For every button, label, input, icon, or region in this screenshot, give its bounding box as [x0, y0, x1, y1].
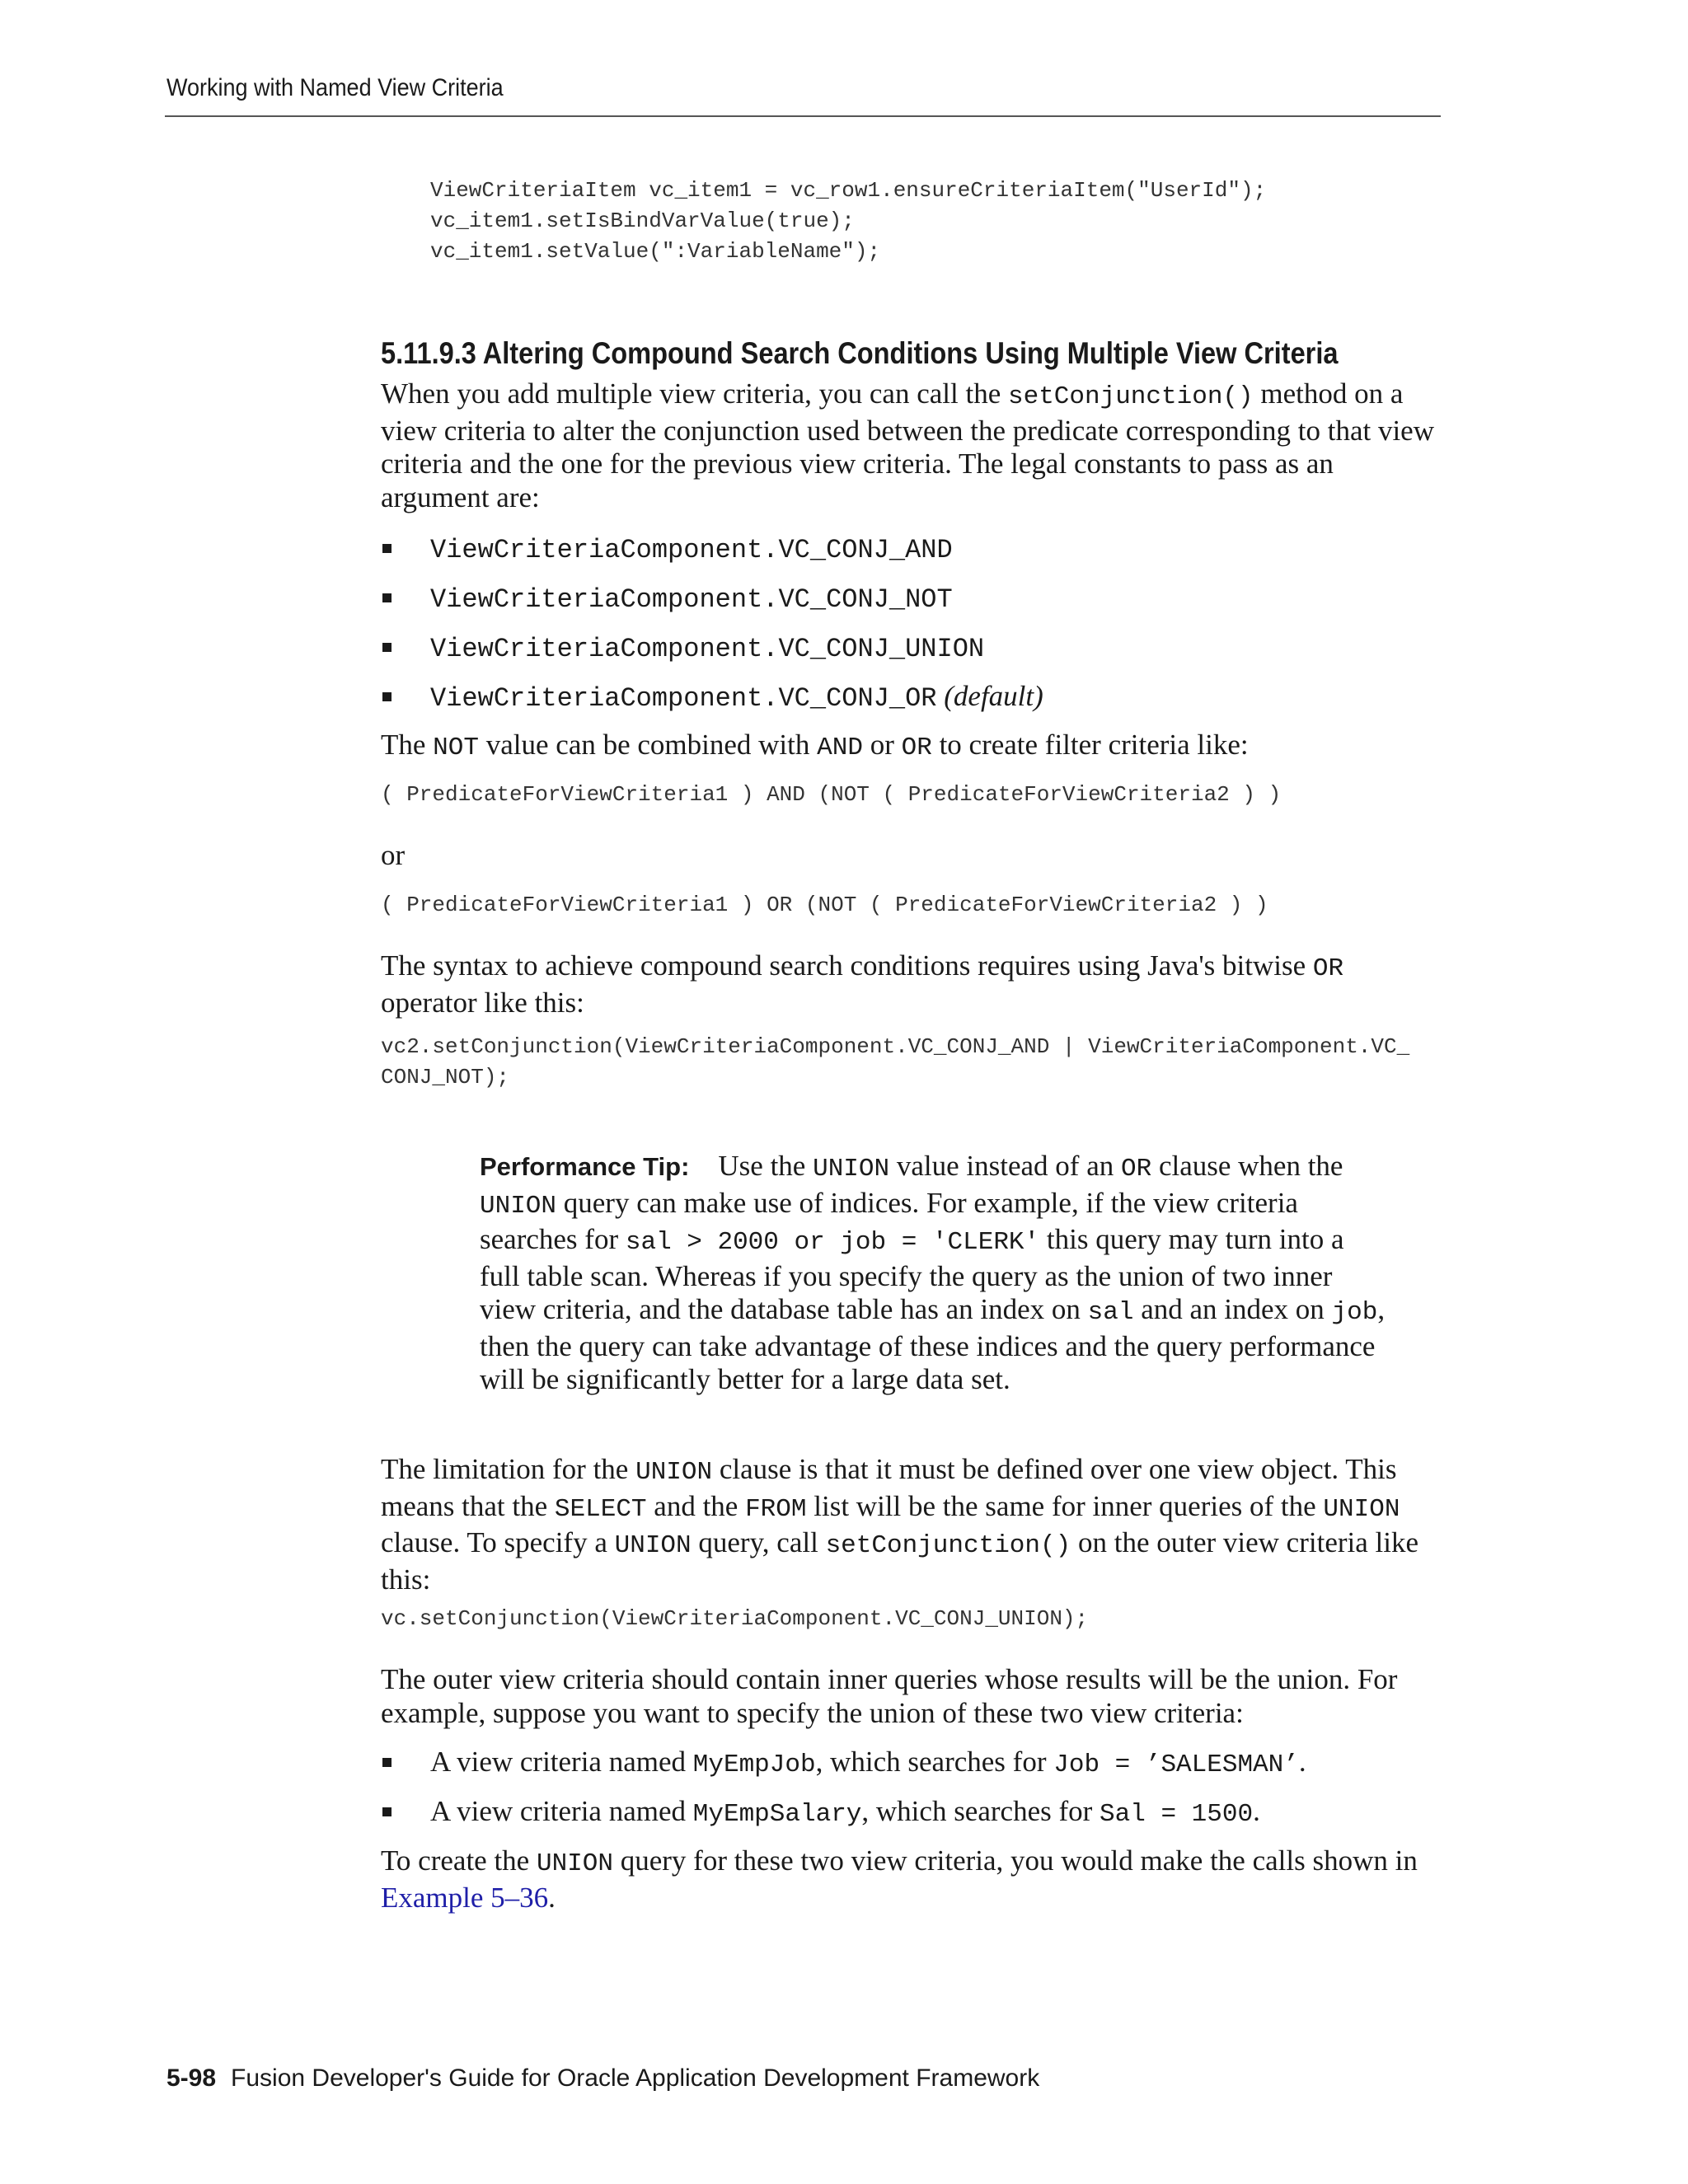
- list-item: [381, 532, 1444, 565]
- performance-tip: Performance Tip: Use the UNION value instead of an OR clause when the UNION query can make use of indices. For example, if the view criteria searches for sal > 2000 or job = 'CLERK' this query may turn into a full table scan. Whereas if you specify the query as the union of two inner view criteria, and the database table has an index on sal and an index on job, then the query can take advantage of these indices and the query performance will be significantly better for a large data set.: [480, 1150, 1386, 1395]
- not-paragraph: The NOT value can be combined with AND or OR to create filter criteria like:: [381, 729, 1249, 762]
- limitation-paragraph: The limitation for the UNION clause is that it must be defined over one view object. This means that the SELECT and the FROM list will be the same for inner queries of the UNION clause. To specify a UNION query, call setConjunction() on the outer view criteria like this:: [381, 1453, 1418, 1596]
- bullet-marker: [382, 1807, 392, 1816]
- code-and-not: ( PredicateForViewCriteria1 ) AND (NOT ( PredicateForViewCriteria2 ) ): [381, 782, 1282, 807]
- syntax-paragraph: The syntax to achieve compound search conditions requires using Java's bitwise OR operator like this:: [381, 949, 1344, 1019]
- running-header: Working with Named View Criteria: [166, 74, 504, 101]
- bullet-marker: [382, 544, 392, 553]
- tip-label: Performance Tip:: [480, 1152, 690, 1181]
- closing-paragraph: To create the UNION query for these two view criteria, you would make the calls shown in Example 5–36.: [381, 1844, 1418, 1914]
- code-block-criteria-item: ViewCriteriaItem vc_item1 = vc_row1.ensureCriteriaItem("UserId"); vc_item1.setIsBindVarValue(true); vc_item1.setValue(":VariableName");: [430, 178, 1267, 264]
- list-item: A view criteria named MyEmpSalary, which searches for Sal = 1500.: [381, 1795, 1444, 1828]
- list-item: [381, 680, 1444, 713]
- outer-criteria-paragraph: The outer view criteria should contain inner queries whose results will be the union. For example, suppose you want to specify the union of these two view criteria:: [381, 1663, 1398, 1729]
- code-or-not: ( PredicateForViewCriteria1 ) OR (NOT ( PredicateForViewCriteria2 ) ): [381, 893, 1268, 917]
- book-title: Fusion Developer's Guide for Oracle Application Development Framework: [231, 2064, 1040, 2092]
- page-number: 5-98: [166, 2064, 217, 2092]
- list-item: A view criteria named MyEmpJob, which searches for Job = ’SALESMAN’.: [381, 1746, 1444, 1779]
- example-link[interactable]: Example 5–36: [381, 1881, 549, 1914]
- constant-name: ViewCriteriaComponent.VC_CONJ_AND: [430, 535, 953, 565]
- header-rule: [165, 115, 1441, 117]
- intro-paragraph: When you add multiple view criteria, you can call the setConjunction() method on a view criteria to alter the conjunction used between the predicate corresponding to that view criteria and the one for the previous view criteria. The legal constants to pass as an argument are:: [381, 377, 1434, 513]
- bullet-marker: [382, 593, 392, 602]
- constant-name: ViewCriteriaComponent.VC_CONJ_NOT: [430, 584, 953, 615]
- code-bitwise: vc2.setConjunction(ViewCriteriaComponent.VC_CONJ_AND | ViewCriteriaComponent.VC_ CONJ_NOT);: [381, 1034, 1410, 1090]
- code-union: vc.setConjunction(ViewCriteriaComponent.VC_CONJ_UNION);: [381, 1606, 1089, 1631]
- page-footer: [166, 2064, 1039, 2093]
- list-item: [381, 630, 1444, 663]
- list-item: [381, 581, 1444, 614]
- default-note: (default): [944, 680, 1043, 712]
- bullet-marker: [382, 692, 392, 701]
- constant-name: ViewCriteriaComponent.VC_CONJ_OR: [430, 683, 937, 714]
- bullet-marker: [382, 643, 392, 652]
- section-heading: 5.11.9.3 Altering Compound Search Conditions Using Multiple View Criteria: [381, 336, 1339, 370]
- or-paragraph: or: [381, 839, 406, 871]
- constant-name: ViewCriteriaComponent.VC_CONJ_UNION: [430, 634, 985, 664]
- bullet-marker: [382, 1758, 392, 1767]
